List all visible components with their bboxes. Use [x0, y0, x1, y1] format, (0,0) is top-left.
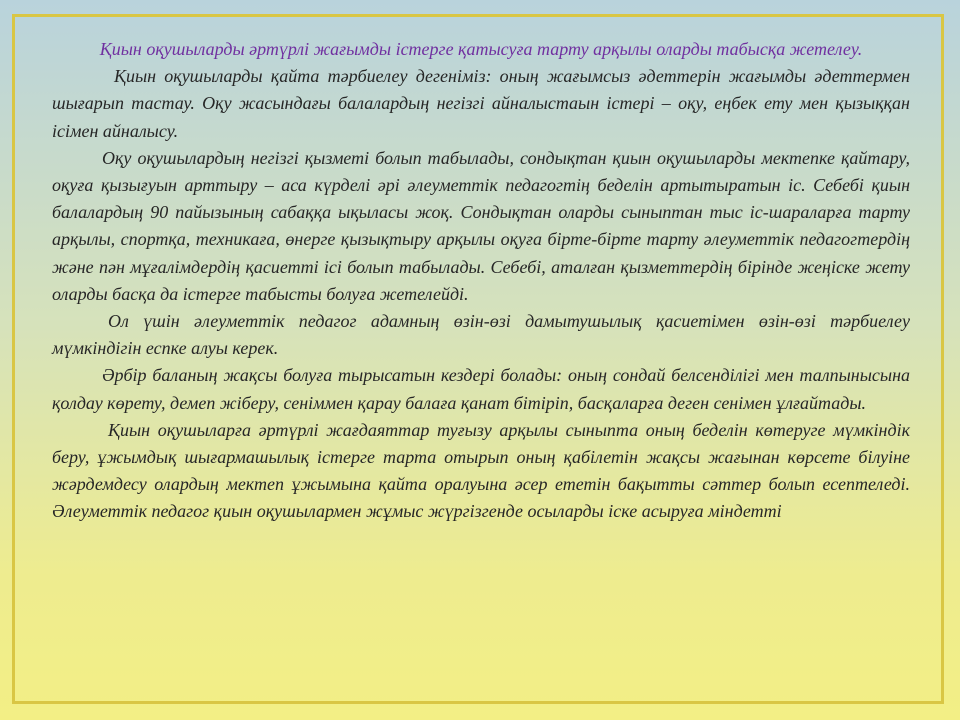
- slide-title: Қиын оқушыларды әртүрлі жағымды істерге қатысуға тарту арқылы оларды табысқа жетелеу.: [99, 39, 863, 59]
- paragraph-1: Қиын оқушыларды қайта тәрбиелеу дегеніміз: оның жағымсыз әдеттерін жағымды әдеттермен шығарып тастау. Оқу жасындағы балалардың негізгі айналыстаын істері – оқу, еңбек ету мен қызыққан ісімен айналысу.: [52, 66, 910, 141]
- paragraph-5: Қиын оқушыларға әртүрлі жағдаяттар туғызу арқылы сыныпта оның беделін көтеруге мүмкіндік беру, ұжымдық шығармашылық істерге тарта отырып оның қабілетін жақсы жағынан көрсете білуіне жәрдемдесу олардың мектеп ұжымына қайта оралуына әсер ететін бақытты сәттер болып есептеледі. Әлеуметтік педагог қиын оқушылармен жұмыс жүргізгенде осыларды іске асыруға міндетті: [52, 419, 910, 522]
- paragraph-2: Оқу оқушылардың негізгі қызметі болып табылады, сондықтан қиын оқушыларды мектепке қайтару, оқуға қызығуын арттыру – аса күрделі әрі әлеуметтік педагогтің беделін артытыратын іс. Себебі қиын балалардың 90 пайызының сабаққа ықыласы жоқ. Сондықтан оларды сыныптан тыс іс-шараларға тарту арқылы, спортқа, техникаға, өнерге қызықтыру арқылы оқуға бірте-бірте тарту әлеуметтік педагогтердің және пән мұғалімдердің қасиетті ісі болып табылады. Себебі, аталған қызметтердің бірінде жеңіске жету оларды басқа да істерге табысты болуға жетелейді.: [52, 147, 910, 304]
- paragraph-4: Әрбір баланың жақсы болуға тырысатын кездері болады: оның сондай белсенділігі мен талпынысына қолдау көрету, демеп жіберу, сеніммен қарау балаға қанат бітіріп, басқаларға деген сенімен ұлғайтады.: [52, 365, 910, 413]
- paragraph-3: Ол үшін әлеуметтік педагог адамның өзін-өзі дамытушылық қасиетімен өзін-өзі тәрбиелеу мүмкіндігін еспке алуы керек.: [52, 311, 910, 359]
- slide-text-body: [52, 36, 910, 526]
